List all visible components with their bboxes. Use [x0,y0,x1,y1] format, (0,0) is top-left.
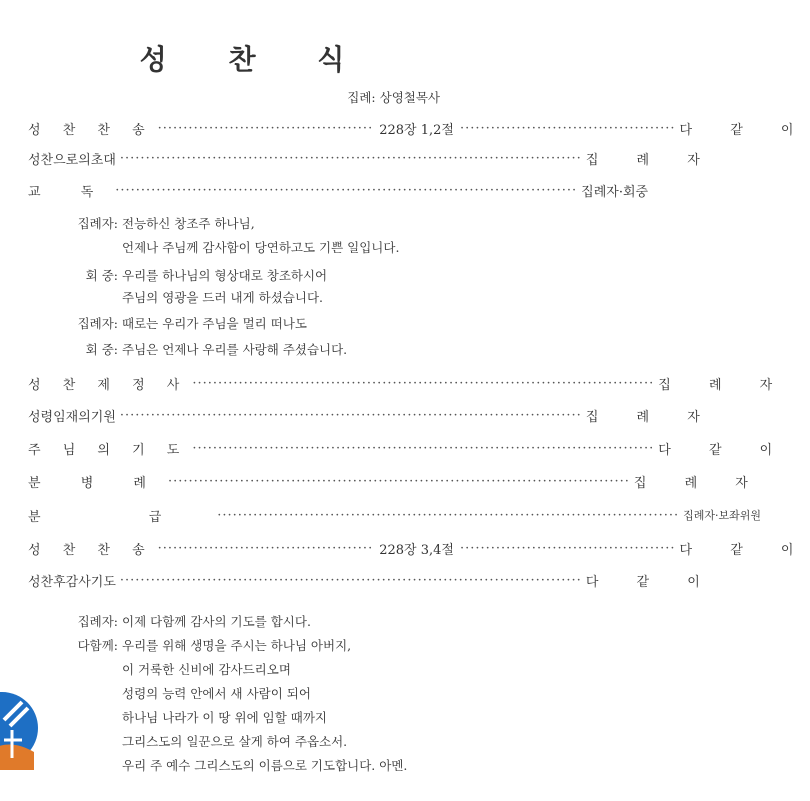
order-label: 성 찬 찬 송 [28,542,154,558]
leader-dots: ·························································································· [119,150,582,166]
leader-dots: ·························································································· [115,182,578,198]
order-row-breaking-bread [28,471,765,491]
order-performer: 집례자·보좌위원 [683,509,762,522]
order-label: 분 급 [28,509,214,525]
speaker: 집례자: [77,216,118,231]
dialog-text: 전능하신 창조주 하나님, [122,216,255,231]
leader-dots: ·········································· [157,540,374,556]
order-performer: 다 같 이 [679,122,810,138]
order-label: 성 찬 찬 송 [28,122,154,138]
order-performer: 집 례 자 [585,409,717,425]
dialog-line [72,684,311,702]
order-row-distribution [28,505,762,525]
order-label: 성찬으로의초대 [28,152,116,168]
leader-dots: ·························································································· [192,440,655,456]
leader-dots: ·························································································· [167,473,630,489]
order-label: 교 독 [28,184,112,200]
leader-dots: ·························································································· [192,375,655,391]
order-label: 성 찬 제 정 사 [28,377,189,393]
speaker: 집례자: [77,614,118,629]
leader-dots: ·········································· [157,120,374,136]
dialog-text: 언제나 주님께 감사함이 당연하고도 기쁜 일입니다. [122,240,400,255]
dialog-text: 하나님 나라가 이 땅 위에 임할 때까지 [122,710,327,725]
speaker: 회 중: [85,342,118,357]
dialog-text: 그리스도의 일꾼으로 살게 하여 주옵소서. [122,734,348,749]
order-performer: 집 례 자 [585,152,717,168]
order-row-responsive [28,180,649,200]
order-performer: 다 같 이 [679,542,810,558]
leader-dots: ·························································································· [119,407,582,423]
dialog-line [72,214,255,232]
order-row-invitation [28,148,717,168]
order-row-lords-prayer [28,438,790,458]
dialog-text: 성령의 능력 안에서 새 사람이 되어 [122,686,311,701]
order-label: 분 병 례 [28,475,164,491]
speaker: 회 중: [85,268,118,283]
dialog-line [72,660,291,678]
dialog-line [72,288,323,306]
order-performer: 집 례 자 [633,475,765,491]
leader-dots: ·········································· [459,540,676,556]
order-label: 주 님 의 기 도 [28,442,189,458]
order-row-communion-hymn-1 [28,118,810,138]
dialog-line [72,266,327,284]
speaker: 다함께: [77,638,118,653]
order-performer: 집 례 자 [658,377,790,393]
dialog-line [72,340,347,358]
dialog-line [72,636,351,654]
dialog-text: 우리 주 예수 그리스도의 이름으로 기도합니다. 아멘. [122,758,408,773]
order-performer: 집례자·회중 [581,184,649,200]
dialog-line [72,314,307,332]
order-performer: 다 같 이 [585,574,717,590]
order-row-communion-hymn-2 [28,538,810,558]
leader-dots: ·························································································· [217,507,680,523]
order-row-institution [28,373,790,393]
order-detail: 228장 3,4절 [379,542,454,558]
dialog-text: 때로는 우리가 주님을 멀리 떠나도 [122,316,307,331]
speaker: 집례자: [77,316,118,331]
dialog-text: 주님의 영광을 드러 내게 하셨습니다. [122,290,323,305]
order-label: 성령임재의기원 [28,409,116,425]
dialog-line [72,732,347,750]
order-detail: 228장 1,2절 [379,122,454,138]
dialog-line [72,708,327,726]
leader-dots: ·········································· [459,120,676,136]
dialog-text: 이제 다함께 감사의 기도를 합시다. [122,614,311,629]
dialog-line [72,612,311,630]
order-label: 성찬후감사기도 [28,574,116,590]
dialog-line [72,756,407,774]
dialog-text: 우리를 위해 생명을 주시는 하나님 아버지, [122,638,352,653]
order-row-thanksgiving [28,570,717,590]
church-logo-icon [0,690,40,770]
dialog-text: 주님은 언제나 우리를 사랑해 주셨습니다. [122,342,348,357]
dialog-text: 이 거룩한 신비에 감사드리오며 [122,662,291,677]
order-row-epiclesis [28,405,717,425]
leader-dots: ·························································································· [119,572,582,588]
dialog-line [72,238,399,256]
leader-info: 집례: 상영철목사 [347,90,440,105]
dialog-text: 우리를 하나님의 형상대로 창조하시어 [122,268,328,283]
page-title: 성 찬 식 [139,43,371,76]
order-performer: 다 같 이 [658,442,790,458]
